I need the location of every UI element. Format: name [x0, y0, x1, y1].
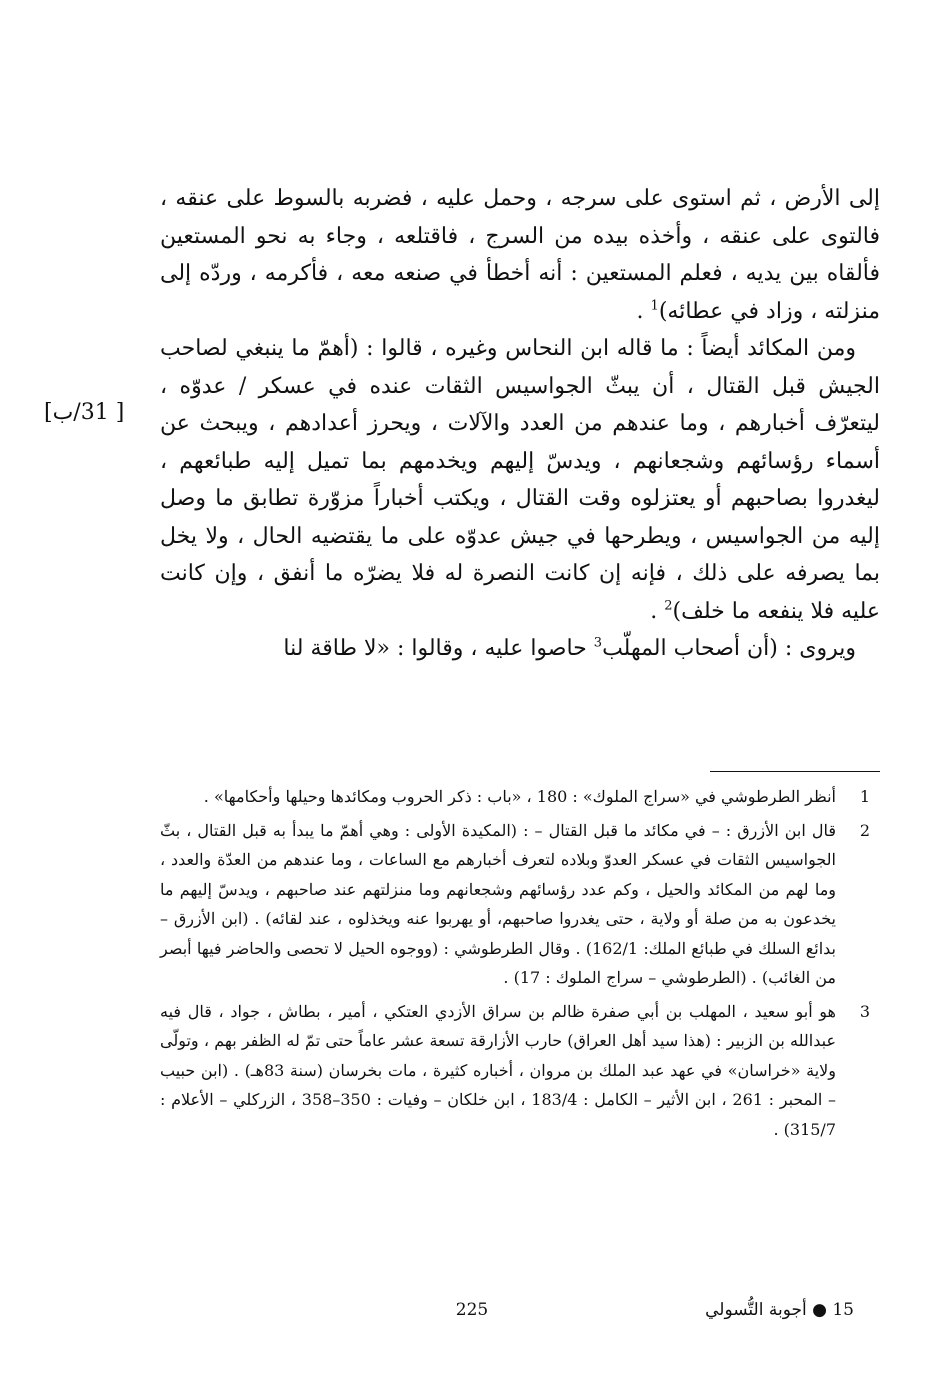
- paragraph-2: [160, 330, 880, 630]
- footnote-1: [160, 782, 880, 812]
- footnote-text: قال ابن الأزرق : – في مكائد ما قبل القتال – : (المكيدة الأولى : وهي أهمّ ما يبدأ به قبل القتال ، بثّ الجواسيس الثقات في عسكر العدوّ وبلاده لتعرف أخبارهم مع الساعات ، وما عندهم من العدّة والعدد ، وما لهم من المكائد والحيل ، وكم عدد رؤسائهم وشجعانهم وما منزلتهم عند صاحبهم ، ويدسّ إليهم ما يخدعون به من صلة أو ولاية ، حتى يغدروا صاحبهم، أو يهربوا عنه ويخذلوه ، عند لقائه) . (ابن الأزرق – بدائع السلك في طبائع الملك: 162/1) . وقال الطرطوشي : (ووجوه الحيل لا تحصى والحاضر فيها أبصر من الغائب) . (الطرطوشي – سراج الملوك : 17) .: [160, 820, 836, 987]
- paragraph-2-text: ومن المكائد أيضاً : ما قاله ابن النحاس وغيره ، قالوا : (أهمّ ما ينبغي لصاحب الجيش قبل القتال ، أن يبثّ الجواسيس الثقات عنده في عسكر / عدوّه ، ليتعرّف أخبارهم ، وما عندهم من العدد والآلات ، ويحرز أعدادهم ، ويبحث عن أسماء رؤسائهم وشجعانهم ، ويدسّ إليهم ويخدمهم بما تميل إليه طبائعهم ، ليغدروا بصاحبهم أو يعتزلوه وقت القتال ، ويكتب أخباراً مزوّرة تطابق ما وصل إليه من الجواسيس ، ويطرحها في جيش عدوّه على ما يقتضيه الحال ، ولا يخل بما يصرفه على ذلك ، فإنه إن كانت النصرة له فلا يضرّه ما أنفق ، وإن كانت عليه فلا ينفعه ما خلف): [160, 336, 880, 624]
- footnote-number: 3: [859, 1001, 870, 1021]
- manuscript-folio-marker: [ 31/ب]: [44, 400, 125, 425]
- paragraph-2-end: .: [650, 598, 665, 624]
- footnote-text: هو أبو سعيد ، المهلب بن أبي صفرة ظالم بن سراق الأزدي العتكي ، أمير ، بطاش ، جواد ، قال فيه عبدالله بن الزبير : (هذا سيد أهل العراق) حارب الأزارقة تسعة عشر عاماً حتى تمّ له الظفر بهم ، وتولّى ولاية «خراسان» في عهد عبد الملك بن مروان ، أخباره كثيرة ، مات بخرسان (سنة 83هـ) . (ابن حبيب – المحبر : 261 ، ابن الأثير – الكامل : 183/4 ، ابن خلكان – وفيات : 350–358 ، الزركلي – الأعلام : 315/7) .: [160, 1001, 837, 1139]
- paragraph-1-text: إلى الأرض ، ثم استوى على سرجه ، وحمل عليه ، فضربه بالسوط على عنقه ، فالتوى على عنقه ، وأخذه بيده من السرج ، فاقتلعه ، وجاء به نحو المستعين فألقاه بين يديه ، فعلم المستعين : أنه أخطأ في صنعه معه ، فأكرمه ، وردّه إلى منزلته ، وزاد في عطائه): [160, 186, 880, 324]
- paragraph-3-text-after: حاصوا عليه ، وقالوا : «لا طاقة لنا: [283, 636, 594, 661]
- main-text: [160, 180, 880, 668]
- footnote-3: [160, 997, 880, 1145]
- footnote-separator: [710, 771, 880, 772]
- paragraph-1-end: .: [636, 298, 651, 324]
- running-footer: 15 ● أجوبة التُّسولي: [705, 1300, 854, 1320]
- page-number: 225: [455, 1300, 489, 1320]
- footnote-2: [160, 816, 880, 993]
- footnote-text: أنظر الطرطوشي في «سراج الملوك» : 180 ، «باب : ذكر الحروب ومكائدها وحيلها وأحكامها» .: [203, 787, 836, 806]
- footnotes: [160, 782, 880, 1148]
- paragraph-3-text-before: ويروى : (أن أصحاب المهلّب: [602, 636, 856, 661]
- footnote-number: 2: [859, 820, 870, 840]
- paragraph-3: [160, 630, 880, 668]
- footnote-number: 1: [859, 787, 870, 806]
- footnote-ref-3: 3: [593, 635, 603, 651]
- footnote-ref-2: 2: [664, 598, 673, 614]
- paragraph-1: [160, 180, 880, 330]
- footnote-ref-1: 1: [650, 298, 659, 314]
